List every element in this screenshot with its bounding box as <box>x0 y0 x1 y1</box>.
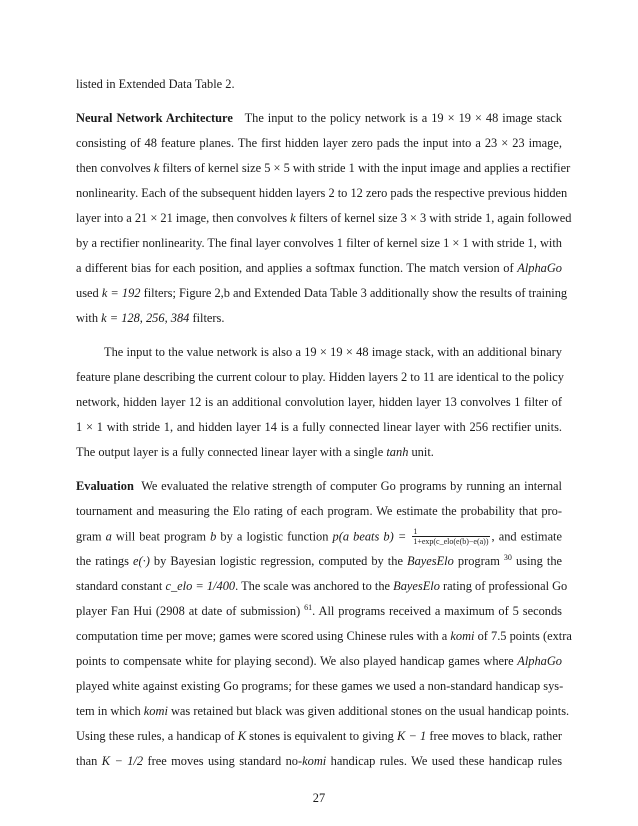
text: by Bayesian logistic regression, computed by the <box>149 554 408 568</box>
text-line <box>76 503 562 519</box>
text: feature plane describing the current colour to play. Hidden layers 2 to 11 are identical to the policy <box>76 370 564 384</box>
text: used <box>76 286 102 300</box>
math: b <box>210 529 217 544</box>
math: p(a beats b) = <box>332 529 411 544</box>
text: stones is equivalent to giving <box>245 729 398 743</box>
math: K <box>237 729 246 743</box>
text: was retained but black was given additional stones on the usual handicap points. <box>167 704 570 718</box>
math: K − 1/2 <box>101 754 144 768</box>
text: than <box>76 754 102 768</box>
text: by a logistic function <box>216 529 333 544</box>
text: player Fan Hui (2908 at date of submission) <box>76 604 305 618</box>
text: will beat program <box>111 529 211 544</box>
text-line <box>76 160 571 176</box>
text: We evaluated the relative strength of computer Go programs by running an internal <box>141 479 562 493</box>
text-line <box>76 185 568 201</box>
math: e(·) <box>132 554 150 568</box>
text: Using these rules, a handicap of <box>76 729 238 743</box>
text-line <box>76 753 562 769</box>
text: filters of kernel size <box>159 161 265 175</box>
text: points to compensate white for playing second). We also played handicap games where <box>76 654 518 668</box>
text: computation time per move; games were scored using Chinese rules with a <box>76 629 451 643</box>
text-line <box>76 553 562 569</box>
math: k = 192 <box>101 286 141 300</box>
text-line <box>76 135 562 151</box>
math: 23 × 23 <box>484 136 525 150</box>
text: handicap rules. We used these handicap rules <box>326 754 563 768</box>
text-line <box>76 603 562 619</box>
text-line <box>76 728 562 744</box>
math: 19 × 19 × 48 <box>431 111 499 125</box>
text: the ratings <box>76 554 133 568</box>
text-line <box>76 260 562 276</box>
text-line <box>76 369 562 385</box>
text: The input to the policy network is a <box>244 111 432 125</box>
text-italic: AlphaGo <box>517 261 562 275</box>
text-italic: BayesElo <box>393 579 440 593</box>
text: with <box>76 311 102 325</box>
math: a <box>105 529 112 544</box>
math: 5 × 5 <box>264 161 290 175</box>
text-line <box>76 110 562 126</box>
text: The output layer is a fully connected linear layer with a single <box>76 445 387 459</box>
text: with stride 1, with <box>468 236 562 250</box>
text: unit. <box>408 445 434 459</box>
text-line <box>76 394 562 410</box>
math: k <box>153 161 160 175</box>
text: tem in which <box>76 704 144 718</box>
text: filters; Figure 2,b and Extended Data Table 3 additionally show the results of training <box>140 286 568 300</box>
text-italic: tanh <box>386 445 409 459</box>
text: The input to the value network is also a <box>104 345 305 359</box>
text-line <box>76 528 562 544</box>
text: rating of professional Go <box>439 579 568 593</box>
text-line <box>76 578 568 594</box>
math: k = 128, 256, 384 <box>101 311 190 325</box>
text: tournament and measuring the Elo rating of each program. We estimate the probability that pro- <box>76 504 562 518</box>
text: . All programs received a maximum of 5 seconds <box>312 604 562 618</box>
fraction <box>412 527 489 546</box>
math: 1 × 1 <box>76 420 103 434</box>
text: image, then convolves <box>172 211 291 225</box>
text: by a rectifier nonlinearity. The final layer convolves 1 filter of kernel size <box>76 236 444 250</box>
text-line <box>76 703 570 719</box>
text-line <box>76 76 562 92</box>
fraction-denominator: 1+exp(c_elo(e(b)−e(a)) <box>413 537 489 546</box>
text-line <box>76 478 562 494</box>
text-line <box>76 310 562 326</box>
text: filters of kernel size <box>295 211 401 225</box>
text: using the <box>511 554 563 568</box>
text-italic: komi <box>302 754 327 768</box>
text: free moves using standard no- <box>143 754 303 768</box>
math: 21 × 21 <box>134 211 173 225</box>
text-italic: komi <box>143 704 168 718</box>
section-heading-evaluation: Evaluation <box>76 479 134 493</box>
text: free moves to black, rather <box>426 729 562 743</box>
text: with stride 1, again followed <box>426 211 572 225</box>
page-number: 27 <box>312 791 326 805</box>
text-line <box>76 419 562 435</box>
text: image, <box>524 136 562 150</box>
text: network, hidden layer 12 is an additional convolution layer, hidden layer 13 convolves 1 filter of <box>76 395 562 409</box>
text: nonlinearity. Each of the subsequent hidden layers 2 to 12 zero pads the respective previous hidden <box>76 186 568 200</box>
text: then convolves <box>76 161 154 175</box>
text: played white against existing Go programs; for these games we used a non-standard handicap sys- <box>76 679 564 693</box>
text: standard constant <box>76 579 166 593</box>
citation-ref: 30 <box>503 553 512 562</box>
text: . The scale was anchored to the <box>235 579 394 593</box>
math: K − 1 <box>397 729 427 743</box>
text: layer into a <box>76 211 135 225</box>
text-line <box>104 344 562 360</box>
math: k <box>290 211 296 225</box>
text: filters. <box>189 311 225 325</box>
text-line <box>76 444 562 460</box>
text-line <box>76 235 562 251</box>
text: consisting of 48 feature planes. The first hidden layer zero pads the input into a <box>76 136 485 150</box>
text: gram <box>76 529 106 544</box>
math: 19 × 19 × 48 <box>304 345 369 359</box>
math: 1 × 1 <box>443 236 469 250</box>
text-line <box>76 653 562 669</box>
text: listed in Extended Data Table 2. <box>76 77 235 91</box>
text-italic: komi <box>450 629 475 643</box>
text: of 7.5 points (extra <box>474 629 572 643</box>
math: 3 × 3 <box>400 211 427 225</box>
text-line <box>76 285 568 301</box>
fraction-numerator: 1 <box>412 527 489 537</box>
text: a different bias for each position, and applies a softmax function. The match version of <box>76 261 518 275</box>
text-italic: AlphaGo <box>517 654 562 668</box>
text: with stride 1, and hidden layer 14 is a fully connected linear layer with 256 rectifier units. <box>102 420 562 434</box>
section-heading-neural-network-architecture: Neural Network Architecture <box>76 111 233 125</box>
text-line <box>76 210 572 226</box>
text: program <box>453 554 504 568</box>
citation-ref: 61 <box>304 603 313 612</box>
text: image stack, with an additional binary <box>368 345 562 359</box>
text-line <box>76 628 572 644</box>
text-italic: BayesElo <box>407 554 454 568</box>
text: with stride 1 with the input image and applies a rectifier <box>289 161 571 175</box>
text: , and estimate <box>491 529 563 544</box>
text-line <box>76 678 562 694</box>
text: image stack <box>498 111 562 125</box>
math: c_elo = 1/400 <box>165 579 236 593</box>
